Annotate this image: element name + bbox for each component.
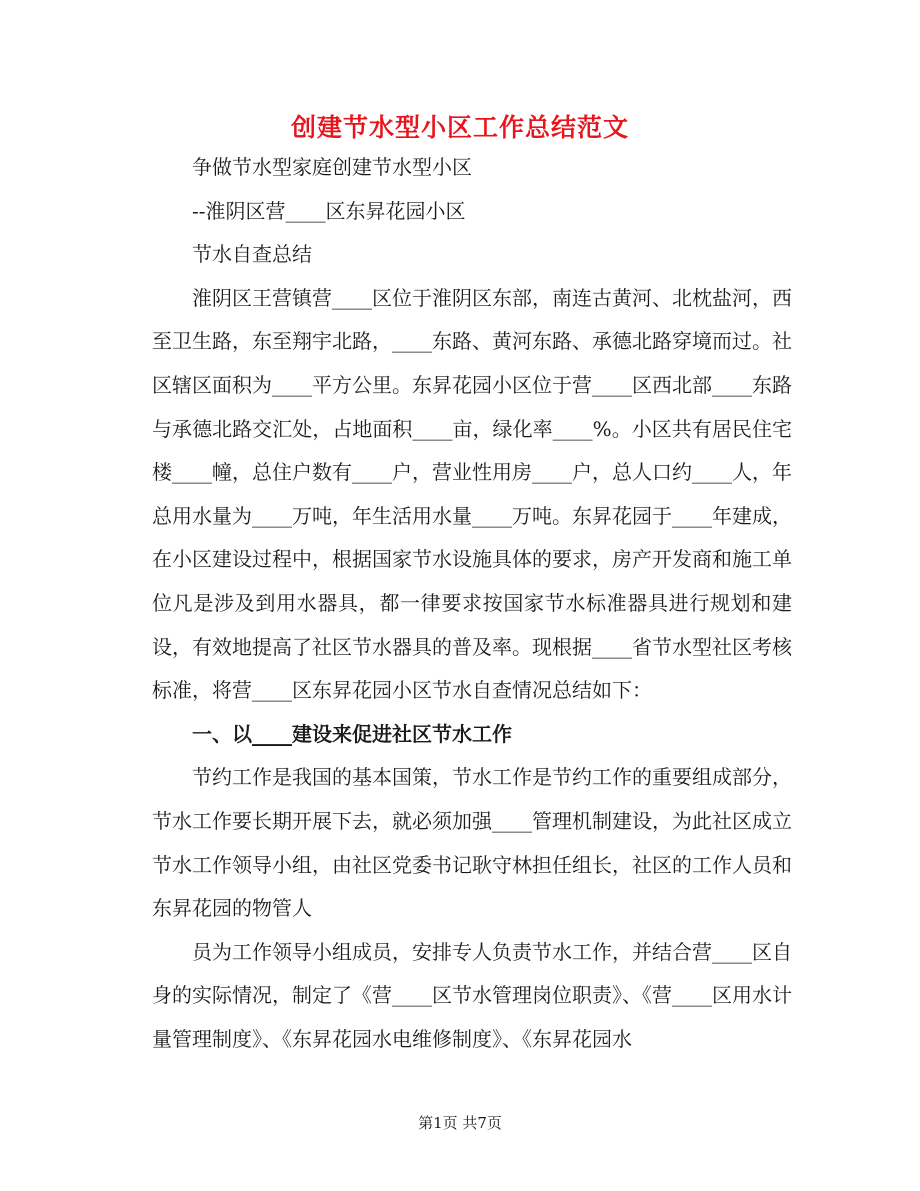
section-heading-1: 一、以____建设来促进社区节水工作	[192, 721, 512, 746]
paragraph-intro: 淮阴区王营镇营____区位于淮阴区东部，南连古黄河、北枕盐河，西至卫生路，东至翔宇北路，____东路、黄河东路、承德北路穿境而过。社区辖区面积为____平方公里。东昇花园小区位于营____区西北部____东路与承德北路交汇处，占地面积____亩，绿化率____%。小区共有居民住宅楼____幢，总住户数有____户，营业性用房____户，总人口约____人，年总用水量为____万吨，年生活用水量____万吨。东昇花园于____年建成，在小区建设过程中，根据国家节水设施具体的要求，房产开发商和施工单位凡是涉及到用水器具，都一律要求按国家节水标准器具进行规划和建设，有效地提高了社区节水器具的普及率。现根据____省节水型社区考核标准，将营____区东昇花园小区节水自查情况总结如下：	[152, 285, 792, 703]
subtitle-line: 争做节水型家庭创建节水型小区	[192, 155, 472, 179]
document-body	[152, 146, 792, 1061]
paragraph-work: 节约工作是我国的基本国策，节水工作是节约工作的重要组成部分，节水工作要长期开展下去，就必须加强____管理机制建设，为此社区成立节水工作领导小组，由社区党委书记耿守林担任组长，社区的工作人员和东昇花园的物管人	[152, 765, 792, 921]
section-label: 节水自查总结	[192, 242, 312, 267]
subtitle-location: --淮阴区营____区东昇花园小区	[192, 198, 466, 223]
paragraph-members: 员为工作领导小组成员，安排专人负责节水工作，并结合营____区自身的实际情况，制定了《营____区节水管理岗位职责》、《营____区用水计量管理制度》、《东昇花园水电维修制度》、《东昇花园水	[152, 939, 792, 1051]
page-number: 第1页 共7页	[418, 1114, 502, 1132]
document-title: 创建节水型小区工作总结范文	[290, 113, 629, 142]
